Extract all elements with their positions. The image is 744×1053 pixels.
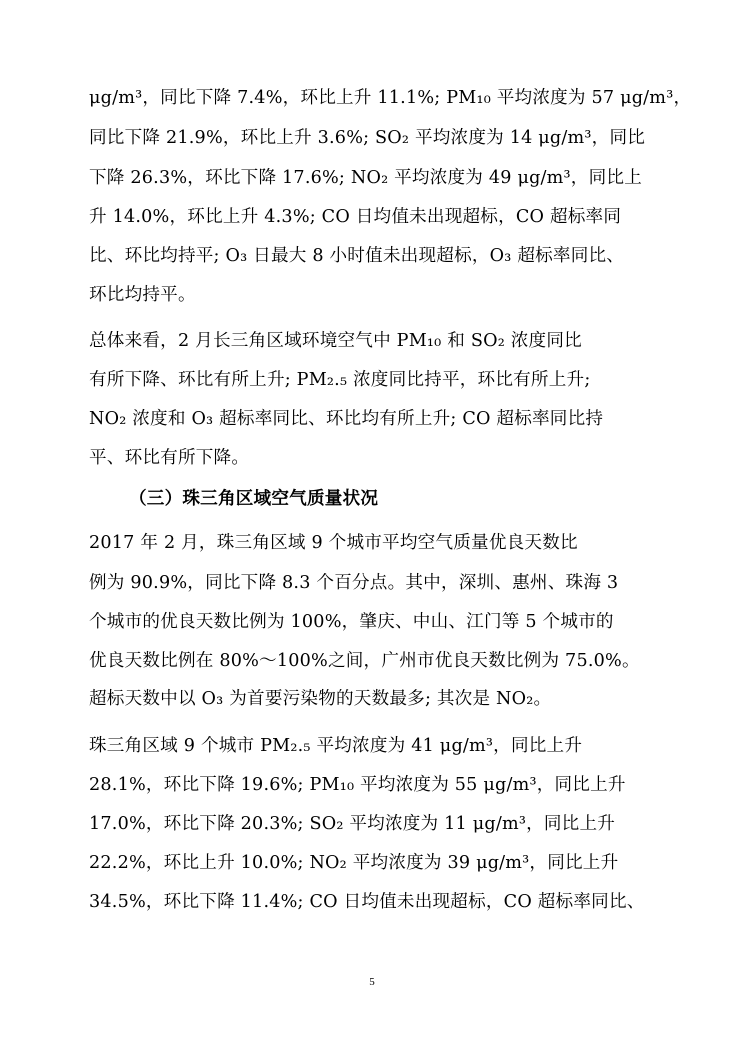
paragraph-2-line-4: 平、环比有所下降。 (89, 448, 250, 468)
paragraph-3-line-1: 2017 年 2 月，珠三角区域 9 个城市平均空气质量优良天数比 (89, 533, 578, 553)
page-number: 5 (369, 976, 375, 988)
paragraph-1-line-5: 比、环比均持平; O₃ 日最大 8 小时值未出现超标，O₃ 超标率同比、 (89, 246, 625, 266)
paragraph-4-line-1: 珠三角区域 9 个城市 PM₂.₅ 平均浓度为 41 μg/m³，同比上升 (89, 736, 583, 756)
paragraph-3-line-4: 优良天数比例在 80%～100%之间，广州市优良天数比例为 75.0%。 (89, 651, 640, 671)
paragraph-1-line-1: μg/m³，同比下降 7.4%，环比上升 11.1%; PM₁₀ 平均浓度为 57 μg/m³， (89, 88, 692, 108)
paragraph-3-line-3: 个城市的优良天数比例为 100%，肇庆、中山、江门等 5 个城市的 (89, 612, 614, 632)
paragraph-2-line-2: 有所下降、环比有所上升; PM₂.₅ 浓度同比持平，环比有所上升; (89, 370, 591, 390)
paragraph-3-line-2: 例为 90.9%，同比下降 8.3 个百分点。其中，深圳、惠州、珠海 3 (89, 573, 619, 593)
paragraph-4-line-4: 22.2%，环比上升 10.0%; NO₂ 平均浓度为 39 μg/m³，同比上升 (89, 853, 619, 873)
paragraph-1-line-6: 环比均持平。 (89, 285, 196, 305)
section-heading: （三）珠三角区域空气质量状况 (129, 489, 379, 509)
paragraph-2-line-1: 总体来看，2 月长三角区域环境空气中 PM₁₀ 和 SO₂ 浓度同比 (89, 331, 582, 351)
paragraph-1-line-4: 升 14.0%，环比上升 4.3%; CO 日均值未出现超标，CO 超标率同 (89, 207, 622, 227)
paragraph-4-line-3: 17.0%，环比下降 20.3%; SO₂ 平均浓度为 11 μg/m³，同比上升 (89, 814, 616, 834)
paragraph-3-line-5: 超标天数中以 O₃ 为首要污染物的天数最多; 其次是 NO₂。 (89, 689, 552, 709)
paragraph-2-line-3: NO₂ 浓度和 O₃ 超标率同比、环比均有所上升; CO 超标率同比持 (89, 409, 604, 429)
paragraph-4-line-5: 34.5%，环比下降 11.4%; CO 日均值未出现超标，CO 超标率同比、 (89, 892, 645, 912)
paragraph-1-line-3: 下降 26.3%，环比下降 17.6%; NO₂ 平均浓度为 49 μg/m³，同比上 (89, 168, 642, 188)
paragraph-1-line-2: 同比下降 21.9%，环比上升 3.6%; SO₂ 平均浓度为 14 μg/m³，同比 (89, 128, 646, 148)
paragraph-4-line-2: 28.1%，环比下降 19.6%; PM₁₀ 平均浓度为 55 μg/m³，同比上升 (89, 775, 626, 795)
